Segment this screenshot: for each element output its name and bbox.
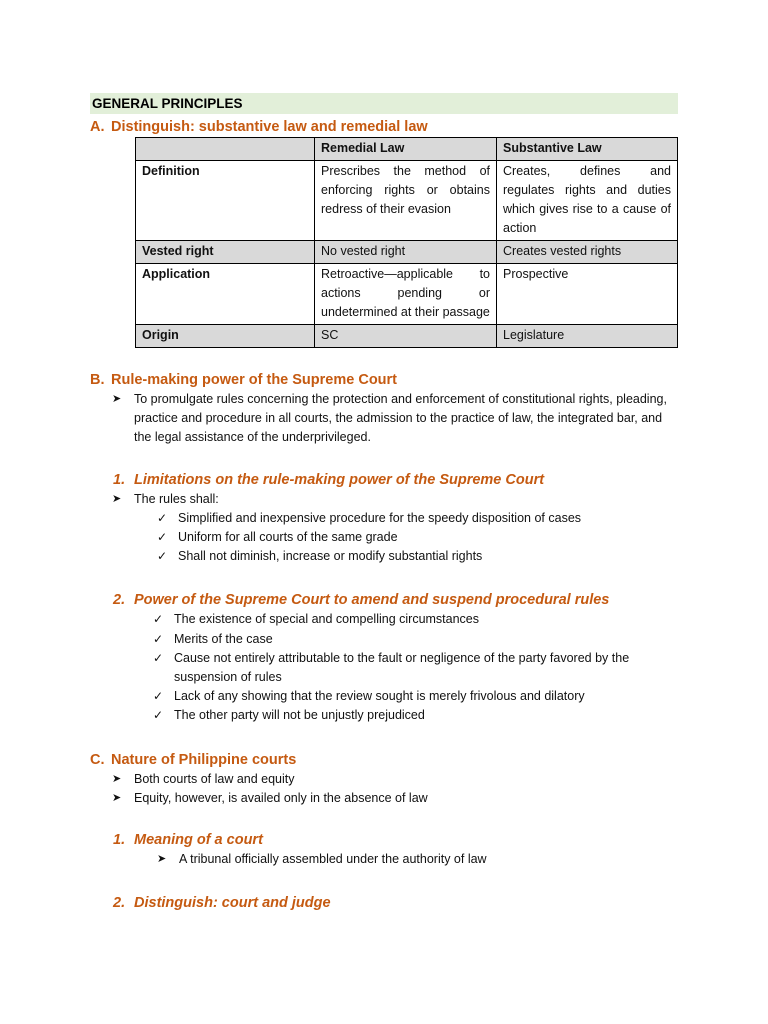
general-principles-heading: GENERAL PRINCIPLES: [90, 93, 678, 114]
section-a-label: A.: [90, 119, 105, 135]
table-row: [136, 161, 678, 241]
list-item: [153, 687, 678, 706]
section-b-label: B.: [90, 372, 105, 388]
list-item: [157, 509, 678, 528]
list-item: [153, 706, 678, 725]
table-cell: Definition: [136, 161, 315, 241]
section-c-bullets: [112, 770, 678, 808]
table-cell: Retroactive—applicable to actions pending or undetermined at their passage: [315, 264, 497, 325]
checkmark-icon: ✓: [153, 689, 164, 704]
checkmark-icon: ✓: [157, 549, 168, 564]
arrow-bullet-icon: ➤: [112, 772, 122, 785]
table-row: [136, 325, 678, 348]
table-cell: Creates, defines and regulates rights and duties which gives rise to a cause of action: [497, 161, 678, 241]
list-item-text: The rules shall:: [134, 491, 219, 506]
section-b1-label: 1.: [113, 471, 126, 488]
arrow-bullet-icon: ➤: [112, 791, 122, 804]
arrow-bullet-icon: ➤: [112, 393, 122, 405]
section-c1-heading: [113, 830, 678, 850]
list-item-text: A tribunal officially assembled under the authority of law: [179, 852, 487, 867]
arrow-bullet-icon: ➤: [157, 853, 167, 866]
list-item: [153, 610, 678, 629]
section-c1-title: Meaning of a court: [134, 832, 263, 849]
section-b2-label: 2.: [113, 592, 126, 609]
table-cell: Origin: [136, 325, 315, 348]
list-item-text: Both courts of law and equity: [134, 771, 295, 786]
list-item: [153, 649, 678, 687]
arrow-bullet-icon: ➤: [112, 492, 122, 505]
list-item: [157, 547, 678, 566]
table-row: [136, 241, 678, 264]
checkmark-icon: ✓: [157, 530, 168, 545]
list-item: [112, 490, 678, 509]
list-item: [112, 390, 678, 448]
list-item-text: Simplified and inexpensive procedure for the speedy disposition of cases: [178, 510, 582, 525]
table-header-cell: Remedial Law: [315, 138, 497, 161]
list-item: [157, 850, 678, 869]
list-item-text: The other party will not be unjustly prejudiced: [174, 708, 425, 723]
list-item: [112, 770, 678, 789]
table-cell: Prospective: [497, 264, 678, 325]
list-item-text: Lack of any showing that the review sought is merely frivolous and dilatory: [174, 689, 585, 704]
section-b2-checks: [153, 610, 678, 725]
table-cell: Creates vested rights: [497, 241, 678, 264]
checkmark-icon: ✓: [157, 510, 168, 525]
table-header-row: [136, 138, 678, 161]
list-item-text: The existence of special and compelling circumstances: [174, 612, 480, 627]
section-b2-heading: [113, 590, 678, 610]
section-c-label: C.: [90, 751, 105, 768]
section-a-title: Distinguish: substantive law and remedial law: [111, 119, 428, 135]
section-c1-bullets: [157, 850, 678, 869]
list-item-text: Shall not diminish, increase or modify substantial rights: [178, 549, 483, 564]
table-cell: Application: [136, 264, 315, 325]
section-b-bullets: [112, 390, 678, 448]
section-b1-heading: [113, 470, 678, 490]
section-c-title: Nature of Philippine courts: [111, 751, 297, 768]
section-b-heading: [90, 370, 678, 390]
list-item-text: Cause not entirely attributable to the fault or negligence of the party favored by the suspension of rules: [174, 650, 630, 685]
table-cell: SC: [315, 325, 497, 348]
section-c1-label: 1.: [113, 832, 126, 849]
table-header-cell: [136, 138, 315, 161]
section-b1-bullets: [112, 490, 678, 509]
checkmark-icon: ✓: [153, 708, 164, 723]
list-item-text: Merits of the case: [174, 631, 273, 646]
table-header-cell: Substantive Law: [497, 138, 678, 161]
section-b-title: Rule-making power of the Supreme Court: [111, 372, 397, 388]
checkmark-icon: ✓: [153, 631, 164, 646]
list-item-text: Uniform for all courts of the same grade: [178, 530, 398, 545]
section-c2-label: 2.: [113, 895, 126, 912]
section-c-heading: [90, 750, 678, 770]
checkmark-icon: ✓: [153, 612, 164, 627]
comparison-table: [135, 137, 678, 348]
table-cell: No vested right: [315, 241, 497, 264]
section-b1-checks: [157, 509, 678, 567]
section-c2-heading: [113, 893, 678, 913]
table-cell: Prescribes the method of enforcing rights or obtains redress of their evasion: [315, 161, 497, 241]
section-c2-title: Distinguish: court and judge: [134, 895, 331, 912]
list-item: [157, 528, 678, 547]
list-item: [153, 630, 678, 649]
list-item: [112, 789, 678, 808]
table-cell: Vested right: [136, 241, 315, 264]
list-item-text: Equity, however, is availed only in the absence of law: [134, 790, 428, 805]
table-cell: Legislature: [497, 325, 678, 348]
checkmark-icon: ✓: [153, 650, 164, 665]
list-item-text: To promulgate rules concerning the protection and enforcement of constitutional rights, pleading, practice and procedure in all courts, the admission to the practice of law, the integrated bar, and the legal assistance of the underprivileged.: [134, 392, 667, 445]
document-page: [90, 93, 678, 913]
section-b1-title: Limitations on the rule-making power of the Supreme Court: [134, 471, 545, 488]
section-a-heading: [90, 117, 678, 137]
table-row: [136, 264, 678, 325]
section-b2-title: Power of the Supreme Court to amend and suspend procedural rules: [134, 592, 610, 609]
